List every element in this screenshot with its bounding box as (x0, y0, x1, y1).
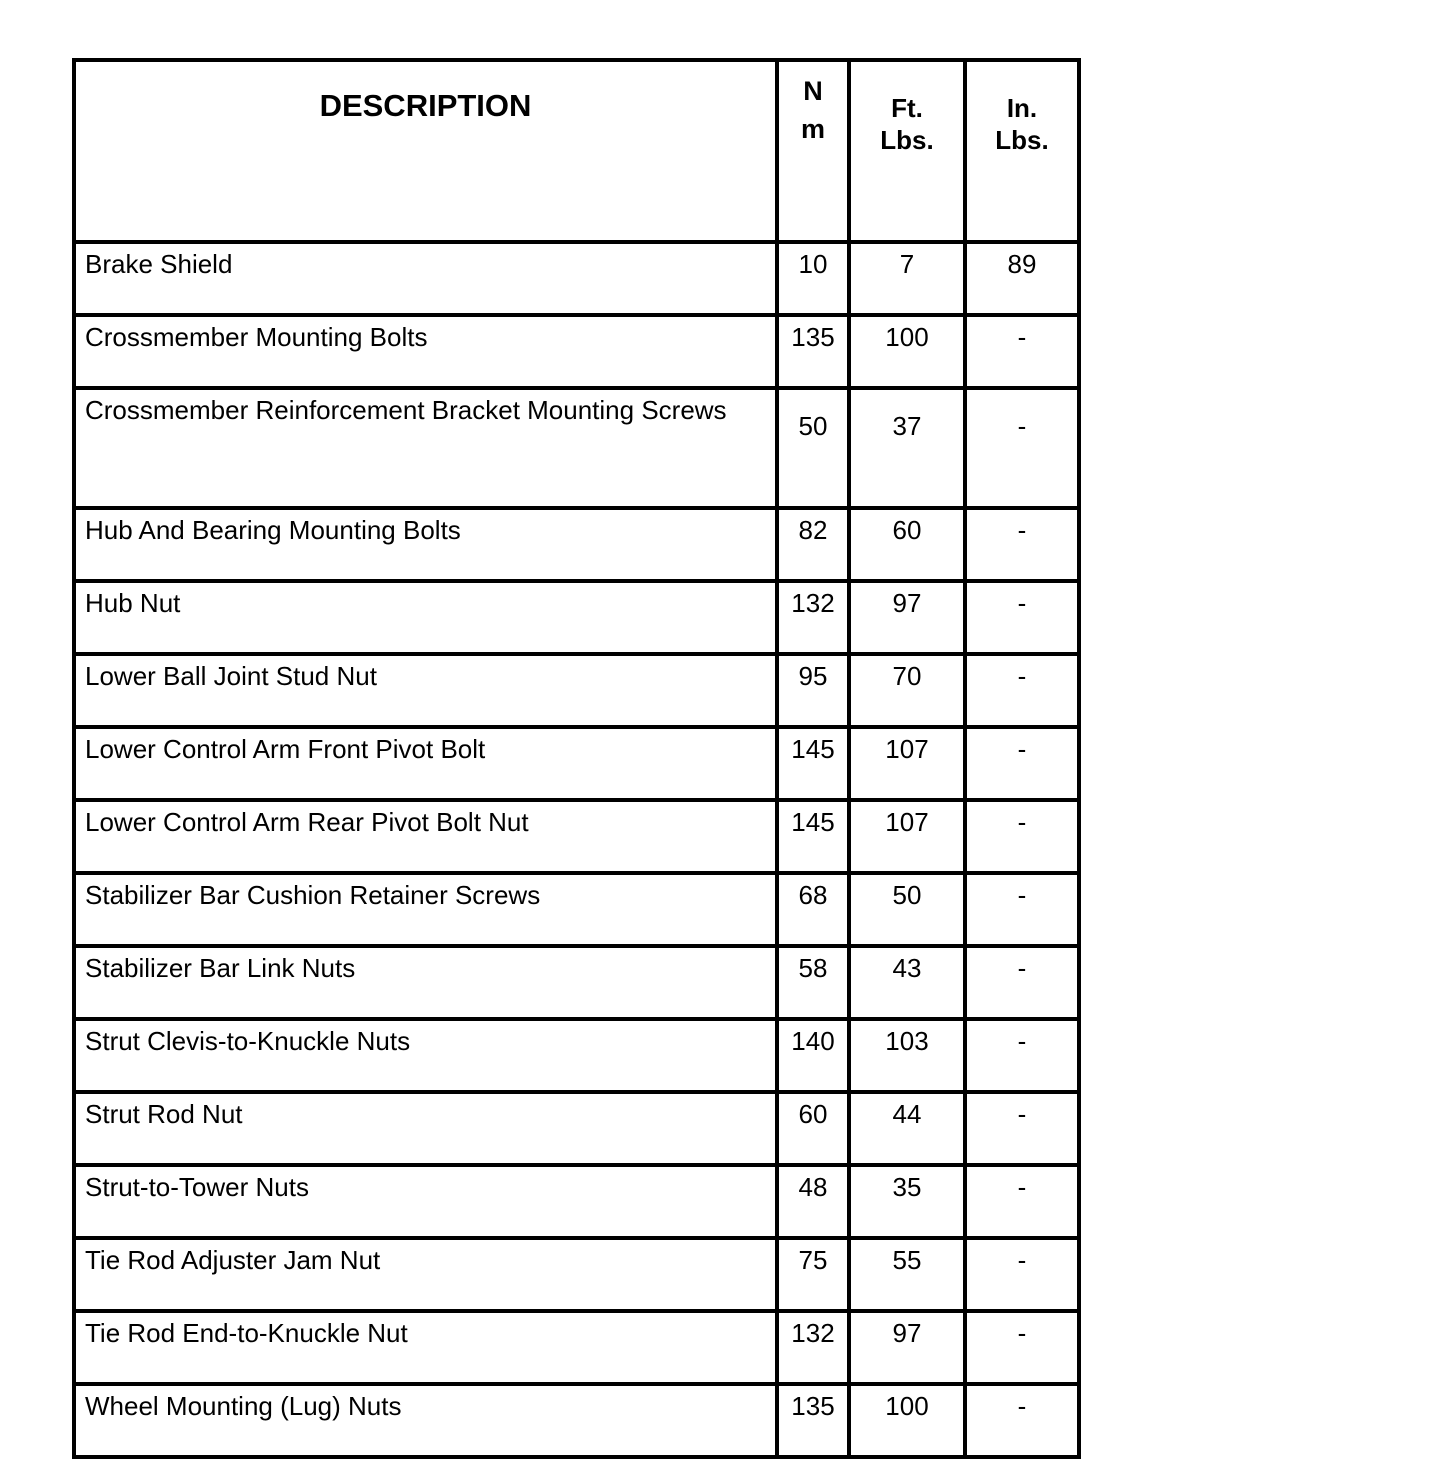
cell-in-lbs: - (965, 1238, 1079, 1311)
cell-nm: 10 (777, 242, 849, 315)
cell-in-lbs: - (965, 581, 1079, 654)
table-row (74, 946, 1079, 1019)
cell-in-lbs: - (965, 727, 1079, 800)
table-row (74, 508, 1079, 581)
cell-nm: 68 (777, 873, 849, 946)
cell-in-lbs: - (965, 654, 1079, 727)
cell-description: Wheel Mounting (Lug) Nuts (74, 1384, 777, 1457)
table-row (74, 315, 1079, 388)
table-row (74, 388, 1079, 508)
cell-nm: 135 (777, 315, 849, 388)
table-row (74, 1092, 1079, 1165)
cell-ft-lbs: 43 (849, 946, 965, 1019)
cell-in-lbs: - (965, 315, 1079, 388)
cell-ft-lbs: 103 (849, 1019, 965, 1092)
cell-in-lbs: - (965, 873, 1079, 946)
cell-description: Tie Rod End-to-Knuckle Nut (74, 1311, 777, 1384)
cell-in-lbs: - (965, 800, 1079, 873)
cell-ft-lbs: 7 (849, 242, 965, 315)
cell-ft-lbs: 100 (849, 315, 965, 388)
cell-ft-lbs: 70 (849, 654, 965, 727)
table-row (74, 1384, 1079, 1457)
cell-ft-lbs: 60 (849, 508, 965, 581)
cell-in-lbs: - (965, 1019, 1079, 1092)
header-description: DESCRIPTION (74, 60, 777, 242)
table-row (74, 1238, 1079, 1311)
table-row (74, 1019, 1079, 1092)
cell-description: Crossmember Reinforcement Bracket Mounting Screws (74, 388, 777, 508)
cell-in-lbs: - (965, 1384, 1079, 1457)
cell-ft-lbs: 100 (849, 1384, 965, 1457)
cell-description: Lower Control Arm Front Pivot Bolt (74, 727, 777, 800)
cell-nm: 132 (777, 581, 849, 654)
table-row (74, 873, 1079, 946)
cell-nm: 82 (777, 508, 849, 581)
table-row (74, 1165, 1079, 1238)
cell-description: Brake Shield (74, 242, 777, 315)
cell-ft-lbs: 97 (849, 1311, 965, 1384)
table-row (74, 727, 1079, 800)
cell-nm: 58 (777, 946, 849, 1019)
cell-description: Lower Control Arm Rear Pivot Bolt Nut (74, 800, 777, 873)
cell-in-lbs: 89 (965, 242, 1079, 315)
cell-ft-lbs: 44 (849, 1092, 965, 1165)
cell-nm: 50 (777, 388, 849, 508)
cell-description: Strut Rod Nut (74, 1092, 777, 1165)
cell-in-lbs: - (965, 1311, 1079, 1384)
cell-ft-lbs: 37 (849, 388, 965, 508)
cell-description: Hub And Bearing Mounting Bolts (74, 508, 777, 581)
cell-description: Stabilizer Bar Cushion Retainer Screws (74, 873, 777, 946)
cell-ft-lbs: 107 (849, 727, 965, 800)
cell-nm: 140 (777, 1019, 849, 1092)
table-row (74, 581, 1079, 654)
cell-description: Strut-to-Tower Nuts (74, 1165, 777, 1238)
table-row (74, 1311, 1079, 1384)
cell-description: Lower Ball Joint Stud Nut (74, 654, 777, 727)
cell-ft-lbs: 35 (849, 1165, 965, 1238)
cell-in-lbs: - (965, 1092, 1079, 1165)
cell-description: Hub Nut (74, 581, 777, 654)
cell-nm: 145 (777, 800, 849, 873)
cell-description: Crossmember Mounting Bolts (74, 315, 777, 388)
cell-nm: 145 (777, 727, 849, 800)
cell-nm: 48 (777, 1165, 849, 1238)
cell-ft-lbs: 50 (849, 873, 965, 946)
cell-ft-lbs: 55 (849, 1238, 965, 1311)
table-row (74, 800, 1079, 873)
cell-nm: 60 (777, 1092, 849, 1165)
cell-ft-lbs: 107 (849, 800, 965, 873)
table-row (74, 242, 1079, 315)
cell-nm: 135 (777, 1384, 849, 1457)
cell-description: Stabilizer Bar Link Nuts (74, 946, 777, 1019)
table-row (74, 654, 1079, 727)
cell-in-lbs: - (965, 388, 1079, 508)
header-foot-pounds: Ft. Lbs. (849, 60, 965, 242)
torque-spec-table (72, 58, 1081, 1459)
cell-nm: 75 (777, 1238, 849, 1311)
cell-description: Tie Rod Adjuster Jam Nut (74, 1238, 777, 1311)
cell-nm: 95 (777, 654, 849, 727)
cell-in-lbs: - (965, 508, 1079, 581)
cell-in-lbs: - (965, 1165, 1079, 1238)
header-newton-meters: N m (777, 60, 849, 242)
cell-description: Strut Clevis-to-Knuckle Nuts (74, 1019, 777, 1092)
table-header-row (74, 60, 1079, 242)
cell-nm: 132 (777, 1311, 849, 1384)
cell-ft-lbs: 97 (849, 581, 965, 654)
cell-in-lbs: - (965, 946, 1079, 1019)
header-inch-pounds: In. Lbs. (965, 60, 1079, 242)
